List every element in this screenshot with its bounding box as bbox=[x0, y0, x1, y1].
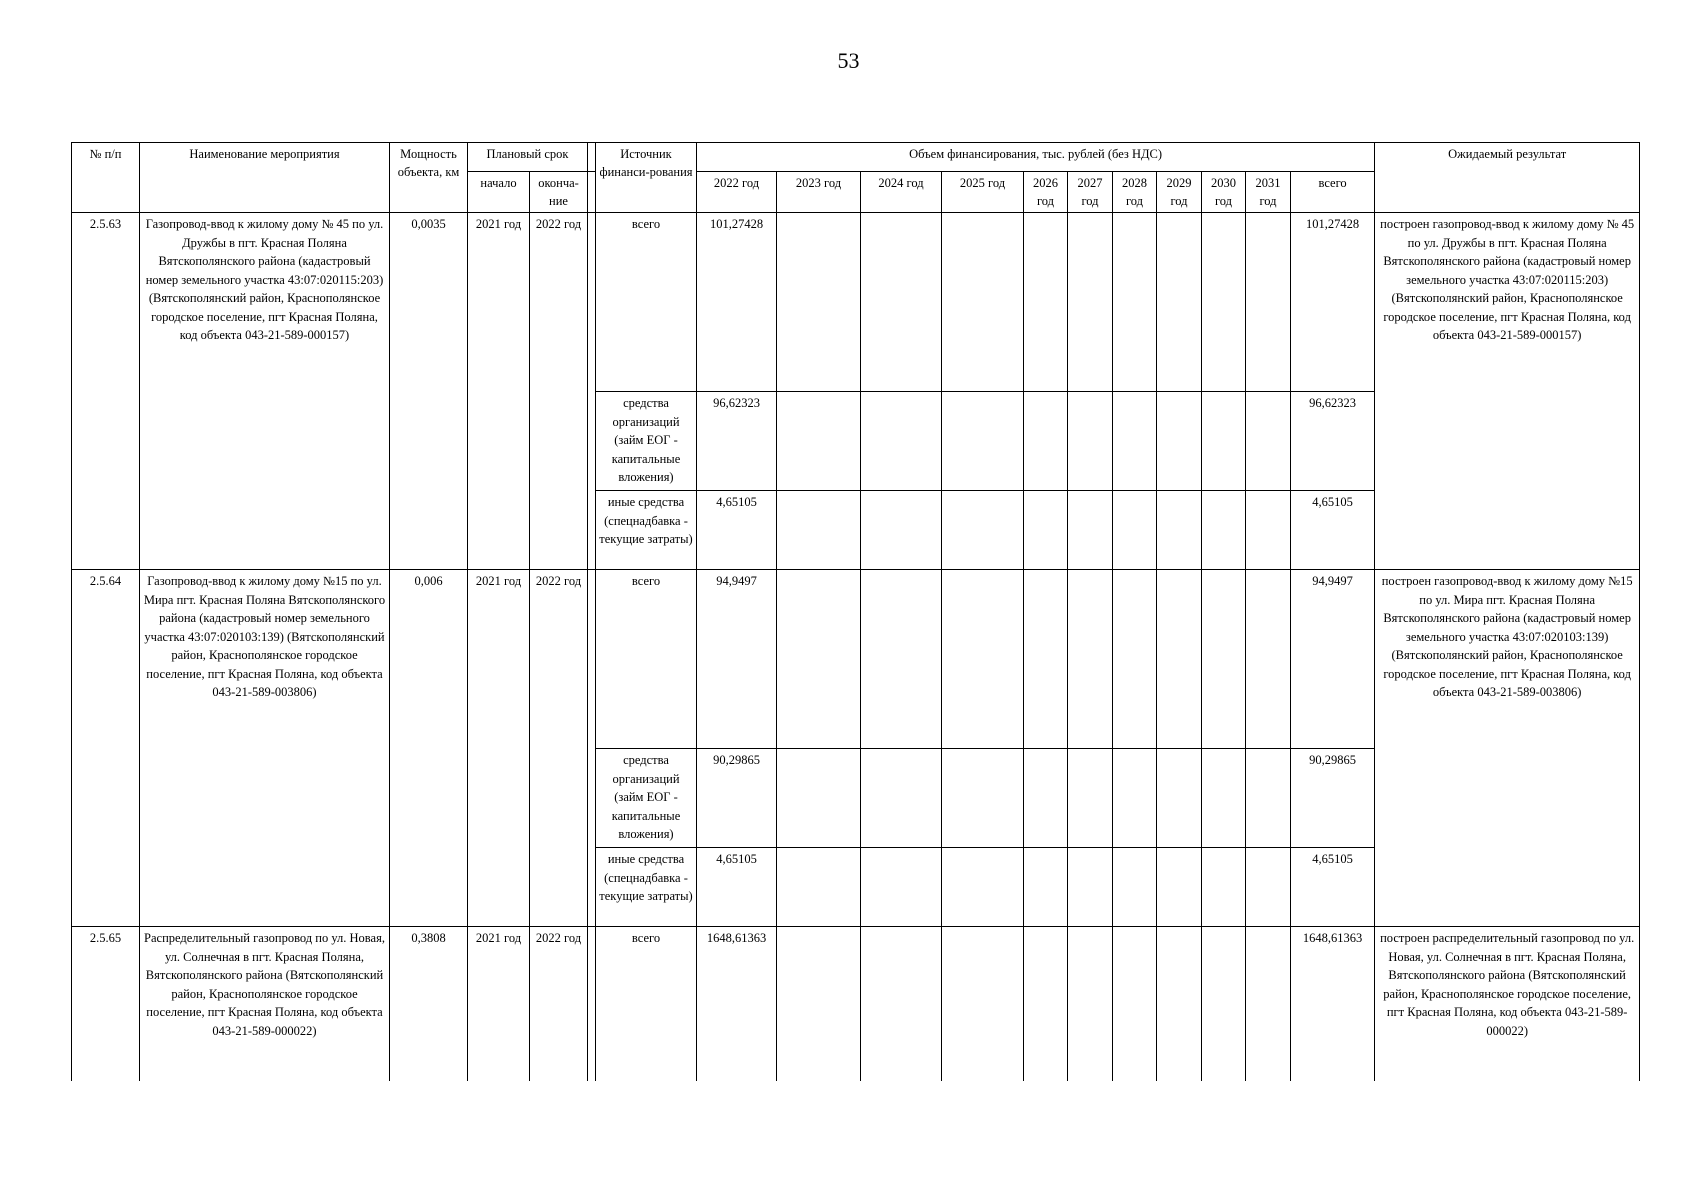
value-total: 4,65105 bbox=[1291, 491, 1375, 570]
header-year-2027: 2027 год bbox=[1068, 172, 1113, 213]
value-2022: 94,9497 bbox=[697, 570, 777, 749]
row-start: 2021 год bbox=[468, 570, 530, 927]
header-year-2029: 2029 год bbox=[1157, 172, 1202, 213]
table-row bbox=[72, 927, 1640, 1082]
source-label: иные средства (спецнадбавка - текущие затраты) bbox=[596, 491, 697, 570]
row-result: построен газопровод-ввод к жилому дому №15 по ул. Мира пгт. Красная Поляна Вятскополянского района (кадастровый номер земельного участка 43:07:020103:139) (Вятскополянский район, Краснополянское городское поселение, пгт Красная Поляна, код объекта 043-21-589-003806) bbox=[1375, 570, 1640, 927]
value-2022: 4,65105 bbox=[697, 848, 777, 927]
value-total: 1648,61363 bbox=[1291, 927, 1375, 1082]
source-label: иные средства (спецнадбавка - текущие затраты) bbox=[596, 848, 697, 927]
source-label: средства организаций (займ ЕОГ - капитальные вложения) bbox=[596, 392, 697, 491]
value-2022: 96,62323 bbox=[697, 392, 777, 491]
header-capacity: Мощность объекта, км bbox=[390, 143, 468, 213]
row-capacity: 0,006 bbox=[390, 570, 468, 927]
header-year-2031: 2031 год bbox=[1246, 172, 1291, 213]
row-num: 2.5.65 bbox=[72, 927, 140, 1082]
header-year-2030: 2030 год bbox=[1202, 172, 1246, 213]
header-year-2028: 2028 год bbox=[1113, 172, 1157, 213]
header-row bbox=[72, 143, 1640, 172]
value-2022: 101,27428 bbox=[697, 213, 777, 392]
header-result: Ожидаемый результат bbox=[1375, 143, 1640, 213]
row-name: Газопровод-ввод к жилому дому № 45 по ул. Дружбы в пгт. Красная Поляна Вятскополянского района (кадастровый номер земельного участка 43:07:020115:203) (Вятскополянский район, Краснополянское городское поселение, пгт Красная Поляна, код объекта 043-21-589-000157) bbox=[140, 213, 390, 570]
header-num: № п/п bbox=[72, 143, 140, 213]
source-label: всего bbox=[596, 927, 697, 1082]
value-total: 4,65105 bbox=[1291, 848, 1375, 927]
value-total: 90,29865 bbox=[1291, 749, 1375, 848]
row-end: 2022 год bbox=[530, 213, 588, 570]
source-label: всего bbox=[596, 570, 697, 749]
header-year-2024: 2024 год bbox=[861, 172, 942, 213]
row-end: 2022 год bbox=[530, 570, 588, 927]
row-capacity: 0,0035 bbox=[390, 213, 468, 570]
table-row bbox=[72, 570, 1640, 749]
header-funding: Объем финансирования, тыс. рублей (без НДС) bbox=[697, 143, 1375, 172]
header-end: оконча-ние bbox=[530, 172, 588, 213]
page-number: 53 bbox=[837, 48, 860, 73]
header-year-2026: 2026 год bbox=[1024, 172, 1068, 213]
row-num: 2.5.63 bbox=[72, 213, 140, 570]
header-start: начало bbox=[468, 172, 530, 213]
source-label: всего bbox=[596, 213, 697, 392]
funding-table bbox=[71, 142, 1640, 1081]
header-source: Источник финанси-рования bbox=[596, 143, 697, 213]
row-name: Газопровод-ввод к жилому дому №15 по ул. Мира пгт. Красная Поляна Вятскополянского района (кадастровый номер земельного участка 43:07:020103:139) (Вятскополянский район, Краснополянское городское поселение, пгт Красная Поляна, код объекта 043-21-589-003806) bbox=[140, 570, 390, 927]
value-total: 96,62323 bbox=[1291, 392, 1375, 491]
row-start: 2021 год bbox=[468, 213, 530, 570]
header-name: Наименование мероприятия bbox=[140, 143, 390, 213]
row-start: 2021 год bbox=[468, 927, 530, 1082]
header-year-2023: 2023 год bbox=[777, 172, 861, 213]
row-name: Распределительный газопровод по ул. Новая, ул. Солнечная в пгт. Красная Поляна, Вятскополянского района (Вятскополянский район, Краснополянское городское поселение, пгт Красная Поляна, код объекта 043-21-589-000022) bbox=[140, 927, 390, 1082]
header-year-2022: 2022 год bbox=[697, 172, 777, 213]
row-num: 2.5.64 bbox=[72, 570, 140, 927]
row-result: построен газопровод-ввод к жилому дому № 45 по ул. Дружбы в пгт. Красная Поляна Вятскополянского района (кадастровый номер земельного участка 43:07:020115:203) (Вятскополянский район, Краснополянское городское поселение, пгт Красная Поляна, код объекта 043-21-589-000157) bbox=[1375, 213, 1640, 570]
value-total: 101,27428 bbox=[1291, 213, 1375, 392]
row-result: построен распределительный газопровод по ул. Новая, ул. Солнечная в пгт. Красная Поляна, Вятскополянского района (Вятскополянский район, Краснополянское городское поселение, пгт Красная Поляна, код объекта 043-21-589-000022) bbox=[1375, 927, 1640, 1082]
table-row bbox=[72, 213, 1640, 392]
row-end: 2022 год bbox=[530, 927, 588, 1082]
value-total: 94,9497 bbox=[1291, 570, 1375, 749]
row-capacity: 0,3808 bbox=[390, 927, 468, 1082]
value-2022: 4,65105 bbox=[697, 491, 777, 570]
value-2022: 1648,61363 bbox=[697, 927, 777, 1082]
value-2022: 90,29865 bbox=[697, 749, 777, 848]
header-total: всего bbox=[1291, 172, 1375, 213]
header-plan-term: Плановый срок bbox=[468, 143, 588, 172]
source-label: средства организаций (займ ЕОГ - капитальные вложения) bbox=[596, 749, 697, 848]
header-year-2025: 2025 год bbox=[942, 172, 1024, 213]
